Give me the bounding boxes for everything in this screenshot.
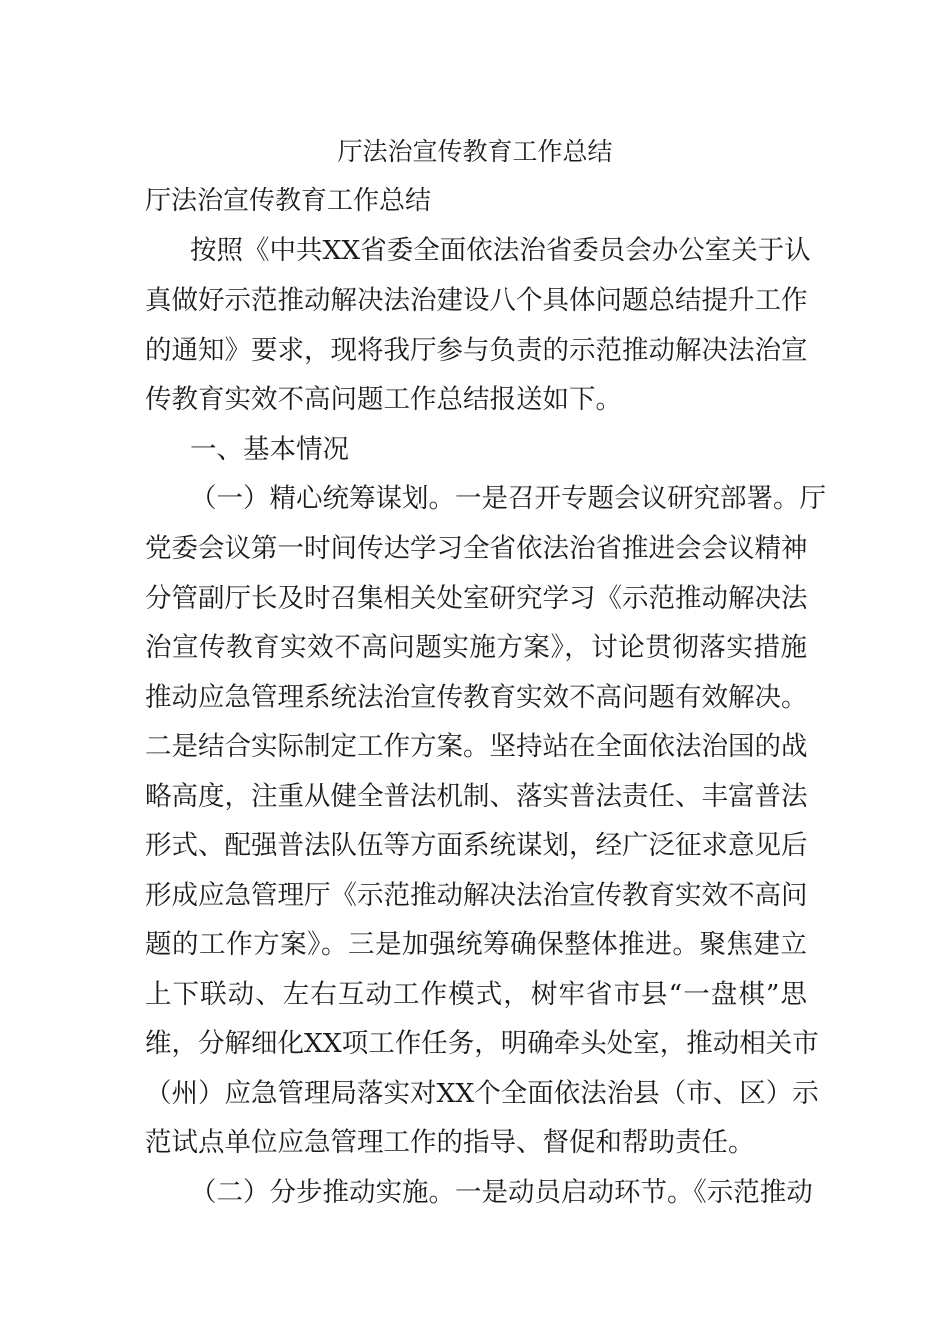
- body-line: 二是结合实际制定工作方案。坚持站在全面依法治国的战: [145, 731, 808, 762]
- body-line: 推动应急管理系统法治宣传教育实效不高问题有效解决。: [145, 682, 808, 713]
- body-line: （一）精心统筹谋划。一是召开专题会议研究部署。厅: [190, 483, 826, 514]
- body-line: 真做好示范推动解决法治建设八个具体问题总结提升工作: [145, 285, 808, 316]
- body-line: 分管副厅长及时召集相关处室研究学习《示范推动解决法: [145, 583, 808, 614]
- body-line: 形成应急管理厅《示范推动解决法治宣传教育实效不高问: [145, 880, 808, 911]
- body-line: 题的工作方案》。三是加强统筹确保整体推进。聚焦建立: [145, 929, 807, 960]
- body-line: 党委会议第一时间传达学习全省依法治省推进会会议精神: [145, 533, 808, 564]
- body-line: 形式、配强普法队伍等方面系统谋划，经广泛征求意见后: [145, 830, 808, 861]
- body-line: 上下联动、左右互动工作模式，树牢省市县“一盘棋”思: [145, 979, 807, 1010]
- body-line: 略高度，注重从健全普法机制、落实普法责任、丰富普法: [145, 781, 808, 812]
- document-subtitle: 厅法治宣传教育工作总结: [145, 186, 432, 216]
- section-heading: 一、基本情况: [190, 434, 349, 465]
- body-line: （二）分步推动实施。一是动员启动环节。《示范推动: [190, 1177, 813, 1208]
- body-line: 治宣传教育实效不高问题实施方案》，讨论贯彻落实措施: [145, 632, 807, 663]
- body-line: 维，分解细化XX项工作任务，明确牵头处室，推动相关市: [145, 1028, 819, 1059]
- body-line: 的通知》要求，现将我厅参与负责的示范推动解决法治宣: [145, 335, 808, 366]
- body-line: 范试点单位应急管理工作的指导、督促和帮助责任。: [145, 1127, 755, 1158]
- body-line: 按照《中共XX省委全面依法治省委员会办公室关于认: [190, 235, 811, 266]
- body-line: 传教育实效不高问题工作总结报送如下。: [145, 384, 622, 415]
- document-title: 厅法治宣传教育工作总结: [337, 137, 613, 166]
- body-line: （州）应急管理局落实对XX个全面依法治县（市、区）示: [145, 1078, 819, 1109]
